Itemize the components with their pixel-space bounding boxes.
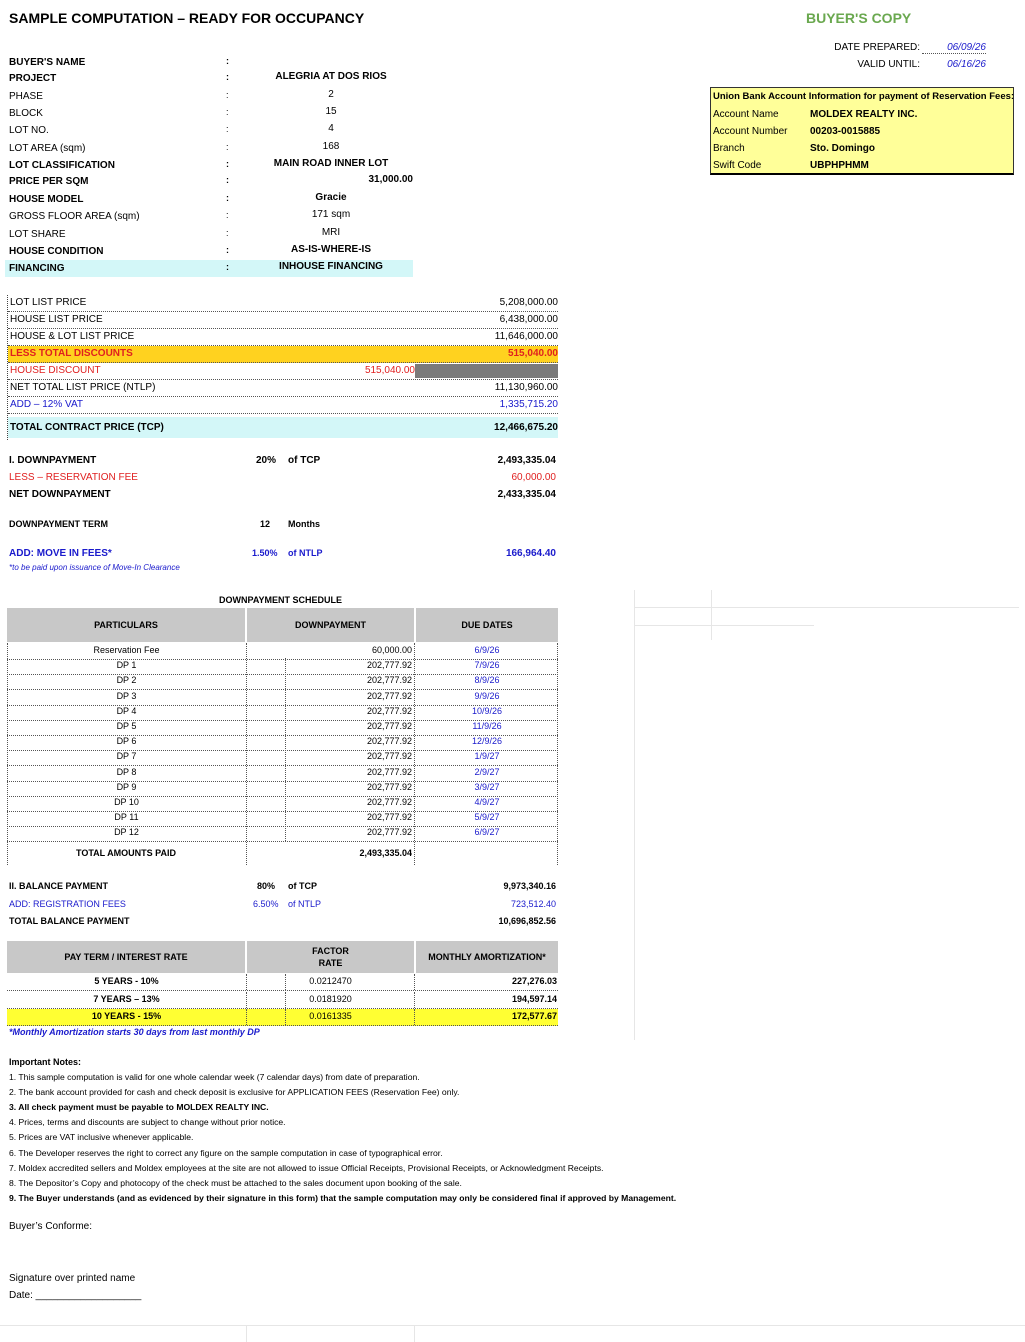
notes-title: Important Notes: [9,1057,81,1067]
schedule-header-particulars: PARTICULARS [7,608,245,642]
detail-value: ALEGRIA AT DOS RIOS [275,71,387,82]
downpayment-pct: 20% [256,455,277,466]
column-separator [414,1009,415,1025]
schedule-particular: DP 6 [116,736,137,747]
detail-label: BUYER'S NAME [9,57,86,68]
amortization-factor: 0.0161335 [309,1011,352,1021]
detail-label: PRICE PER SQM [9,176,89,187]
schedule-due-date: 6/9/27 [474,827,500,838]
schedule-amount: 202,777.92 [366,751,412,762]
vat-value: 1,335,715.20 [499,399,558,410]
schedule-due-date: 10/9/26 [471,705,503,716]
detail-value: 4 [328,123,334,134]
note-item: 9. The Buyer understands (and as evidenced by their signature in this form) that the sample computation may only be considered final if approved by Management. [9,1192,677,1203]
net-downpayment-label: NET DOWNPAYMENT [9,489,111,500]
date-signature-line: Date: ___________________ [9,1290,142,1301]
detail-label: LOT NO. [9,125,49,136]
reservation-fee-label: LESS – RESERVATION FEE [9,472,138,483]
schedule-amount: 202,777.92 [366,705,412,716]
column-separator [246,1009,247,1025]
registration-fees-pct: 6.50% [253,899,279,909]
schedule-amount: 202,777.92 [366,690,412,701]
detail-value: MAIN ROAD INNER LOT [273,158,389,169]
detail-label: PHASE [9,91,43,102]
detail-label: FINANCING [9,263,65,274]
detail-colon: : [226,159,229,169]
schedule-particular: DP 5 [116,721,137,731]
amort-header-term: PAY TERM / INTEREST RATE [7,941,245,973]
detail-colon: : [226,90,229,100]
schedule-total-value: 2,493,335.04 [359,848,412,858]
move-in-fees-pct: 1.50% [252,548,278,558]
lot-list-label: LOT LIST PRICE [10,297,87,308]
bank-info-box [710,87,1014,175]
schedule-particular: DP 4 [116,705,137,716]
amortization-monthly: 227,276.03 [511,976,557,986]
house-list-label: HOUSE LIST PRICE [10,314,103,325]
column-separator [246,992,247,1008]
downpayment-value: 2,493,335.04 [497,455,556,466]
column-separator [285,974,286,990]
schedule-due-date: 4/9/27 [474,797,500,807]
schedule-amount: 202,777.92 [366,797,412,807]
note-item: 5. Prices are VAT inclusive whenever applicable. [9,1132,194,1143]
amortization-term: 7 YEARS – 13% [93,993,160,1004]
schedule-amount: 202,777.92 [366,736,412,747]
less-discounts-label: LESS TOTAL DISCOUNTS [10,348,133,359]
note-item: 6. The Developer reserves the right to correct any figure on the sample computation in case of typographical error. [9,1147,443,1158]
pricing-section [7,295,558,440]
registration-fees-value: 723,512.40 [510,899,556,909]
schedule-particular: DP 7 [116,751,137,762]
schedule-amount: 202,777.92 [366,721,412,731]
amortization-monthly: 172,577.67 [511,1011,557,1021]
schedule-row [7,644,558,660]
schedule-particular: DP 8 [116,766,137,777]
schedule-amount: 202,777.92 [366,812,412,823]
schedule-particular: DP 3 [116,690,137,701]
note-item: 2. The bank account provided for cash and check deposit is exclusive for APPLICATION FEES (Reservation Fee) only. [9,1087,460,1098]
buyers-copy-label: BUYER'S COPY [806,10,912,26]
schedule-particular: DP 11 [114,812,139,823]
column-separator [246,974,247,990]
reservation-fee-value: 60,000.00 [511,472,556,483]
schedule-due-date: 6/9/26 [474,645,500,655]
schedule-particular: DP 2 [116,675,137,686]
move-in-fees-note: *to be paid upon issuance of Move-In Clearance [9,563,180,572]
note-item: 8. The Depositor’s Copy and photocopy of the check must be attached to the sales document upon booking of the sale. [9,1177,462,1188]
buyer-conforme-label: Buyer’s Conforme: [9,1221,92,1232]
less-discounts-value: 515,040.00 [507,348,558,359]
schedule-row [7,781,558,797]
amortization-note: *Monthly Amortization starts 30 days from last monthly DP [9,1027,260,1037]
amortization-factor: 0.0181920 [309,993,352,1004]
tcp-label: TOTAL CONTRACT PRICE (TCP) [10,422,164,433]
balance-payment-value: 9,973,340.16 [503,881,556,891]
detail-label: GROSS FLOOR AREA (sqm) [9,211,140,222]
bank-row-label: Branch [713,143,745,154]
schedule-particular: DP 9 [116,781,137,792]
amortization-term: 5 YEARS - 10% [94,976,159,986]
schedule-row [7,659,558,675]
move-in-fees-of: of NTLP [288,548,323,558]
amortization-term: 10 YEARS - 15% [91,1011,162,1021]
downpayment-label: I. DOWNPAYMENT [9,455,97,466]
ntlp-label: NET TOTAL LIST PRICE (NTLP) [10,382,156,393]
bank-row-value: MOLDEX REALTY INC. [810,109,918,120]
detail-label: PROJECT [9,73,57,84]
amortization-row [7,1009,558,1026]
schedule-due-date: 9/9/26 [474,690,500,701]
schedule-due-date: 11/9/26 [472,721,502,731]
balance-payment-pct: 80% [257,881,276,891]
schedule-due-date: 12/9/26 [471,736,503,747]
schedule-particular: DP 12 [114,827,139,838]
schedule-amount: 202,777.92 [366,675,412,686]
schedule-amount: 202,777.92 [366,766,412,777]
detail-label: LOT CLASSIFICATION [9,160,115,171]
bank-row-label: Swift Code [713,160,762,171]
schedule-row [7,811,558,827]
schedule-row [7,750,558,766]
schedule-header-downpayment: DOWNPAYMENT [247,608,414,642]
detail-colon: : [226,142,229,152]
move-in-fees-label: ADD: MOVE IN FEES* [9,548,112,559]
detail-colon: : [226,72,229,82]
schedule-due-date: 1/9/27 [474,751,500,762]
detail-colon: : [226,107,229,117]
schedule-header-due-dates: DUE DATES [416,608,558,642]
schedule-row [7,735,558,751]
downpayment-term-value: 12 [260,519,271,529]
note-item: 3. All check payment must be payable to MOLDEX REALTY INC. [9,1102,269,1113]
detail-label: HOUSE CONDITION [9,246,104,257]
total-balance-value: 10,696,852.56 [498,916,556,926]
net-downpayment-value: 2,433,335.04 [497,489,556,500]
column-separator [285,1009,286,1025]
detail-colon: : [226,228,229,238]
detail-colon: : [226,124,229,134]
column-separator [414,974,415,990]
detail-value: INHOUSE FINANCING [279,261,383,272]
move-in-fees-value: 166,964.40 [505,548,556,559]
ntlp-value: 11,130,960.00 [494,382,558,393]
tcp-value: 12,466,675.20 [494,422,558,433]
detail-label: BLOCK [9,108,43,119]
detail-value: 15 [325,106,337,117]
bank-row-label: Account Number [713,126,788,137]
schedule-total-label: TOTAL AMOUNTS PAID [76,848,176,858]
schedule-due-date: 3/9/27 [474,781,500,792]
schedule-row [7,720,558,736]
detail-colon: : [226,56,229,66]
house-discount-value: 515,040.00 [364,365,415,376]
schedule-amount: 202,777.92 [366,660,412,671]
signature-label: Signature over printed name [9,1273,136,1284]
detail-value: 168 [322,141,340,152]
lot-list-value: 5,208,000.00 [499,297,558,308]
note-item: 4. Prices, terms and discounts are subject to change without prior notice. [9,1117,286,1128]
schedule-particular: DP 1 [116,660,137,671]
amortization-monthly: 194,597.14 [511,993,557,1004]
total-balance-label: TOTAL BALANCE PAYMENT [9,916,130,926]
schedule-amount: 202,777.92 [366,781,412,792]
house-list-value: 6,438,000.00 [499,314,558,325]
schedule-row [7,766,558,782]
valid-until-value: 06/16/26 [947,59,986,70]
house-lot-list-label: HOUSE & LOT LIST PRICE [10,331,135,342]
detail-value: 31,000.00 [368,174,413,185]
schedule-particular: DP 10 [114,797,139,807]
downpayment-term-label: DOWNPAYMENT TERM [9,519,108,529]
schedule-row [7,826,558,842]
downpayment-term-unit: Months [288,519,320,529]
balance-payment-of: of TCP [288,881,317,891]
detail-value: AS-IS-WHERE-IS [291,244,371,255]
note-item: 1. This sample computation is valid for one whole calendar week (7 calendar days) from date of preparation. [9,1072,420,1082]
detail-value: MRI [321,227,341,238]
schedule-amount: 60,000.00 [371,645,412,655]
amort-header-factor [247,941,414,973]
vat-label: ADD – 12% VAT [10,399,83,410]
detail-colon: : [226,245,229,255]
detail-label: LOT SHARE [9,229,66,240]
schedule-due-date: 2/9/27 [474,766,500,777]
bank-row-value: 00203-0015885 [810,126,881,137]
amortization-row [7,974,558,991]
house-discount-label: HOUSE DISCOUNT [10,365,101,376]
bank-row-value: Sto. Domingo [810,143,875,154]
valid-until-label: VALID UNTIL: [857,59,920,70]
detail-label: HOUSE MODEL [9,194,84,205]
balance-payment-label: II. BALANCE PAYMENT [9,881,109,891]
date-prepared-label: DATE PREPARED: [834,42,920,53]
schedule-amount: 202,777.92 [366,827,412,838]
bank-row-value: UBPHPHMM [810,160,869,171]
detail-label: LOT AREA (sqm) [9,143,86,154]
amort-header-factor-text: FACTOR RATE [312,946,349,968]
page-title: SAMPLE COMPUTATION – READY FOR OCCUPANCY [9,10,365,26]
schedule-due-date: 8/9/26 [474,675,500,686]
registration-fees-label: ADD: REGISTRATION FEES [9,899,126,909]
amort-header-monthly: MONTHLY AMORTIZATION* [416,941,558,973]
schedule-row [7,674,558,690]
registration-fees-of: of NTLP [288,899,322,909]
schedule-row [7,796,558,812]
house-lot-list-value: 11,646,000.00 [494,331,558,342]
downpayment-of: of TCP [288,455,321,466]
detail-value: 2 [328,89,334,100]
amortization-factor: 0.0212470 [309,976,352,986]
column-separator [414,992,415,1008]
column-separator [285,992,286,1008]
schedule-due-date: 5/9/27 [474,812,500,823]
schedule-due-date: 7/9/26 [474,660,500,671]
note-item: 7. Moldex accredited sellers and Moldex employees at the site are not allowed to issue Official Receipts, Provisional Receipts, or Acknowledgment Receipts. [9,1162,604,1173]
detail-colon: : [226,210,229,220]
schedule-particular: Reservation Fee [93,645,160,655]
detail-value: Gracie [315,192,347,203]
amortization-row [7,992,558,1009]
detail-value: 171 sqm [311,209,351,220]
date-prepared-value: 06/09/26 [922,42,986,54]
discount-shaded-cell [415,364,558,378]
bank-info-title: Union Bank Account Information for payment of Reservation Fees: [713,91,1015,102]
detail-colon: : [226,175,229,185]
bank-row-label: Account Name [713,109,779,120]
detail-colon: : [226,262,229,272]
detail-colon: : [226,193,229,203]
schedule-row [7,690,558,706]
schedule-row [7,705,558,721]
schedule-title: DOWNPAYMENT SCHEDULE [219,595,343,605]
